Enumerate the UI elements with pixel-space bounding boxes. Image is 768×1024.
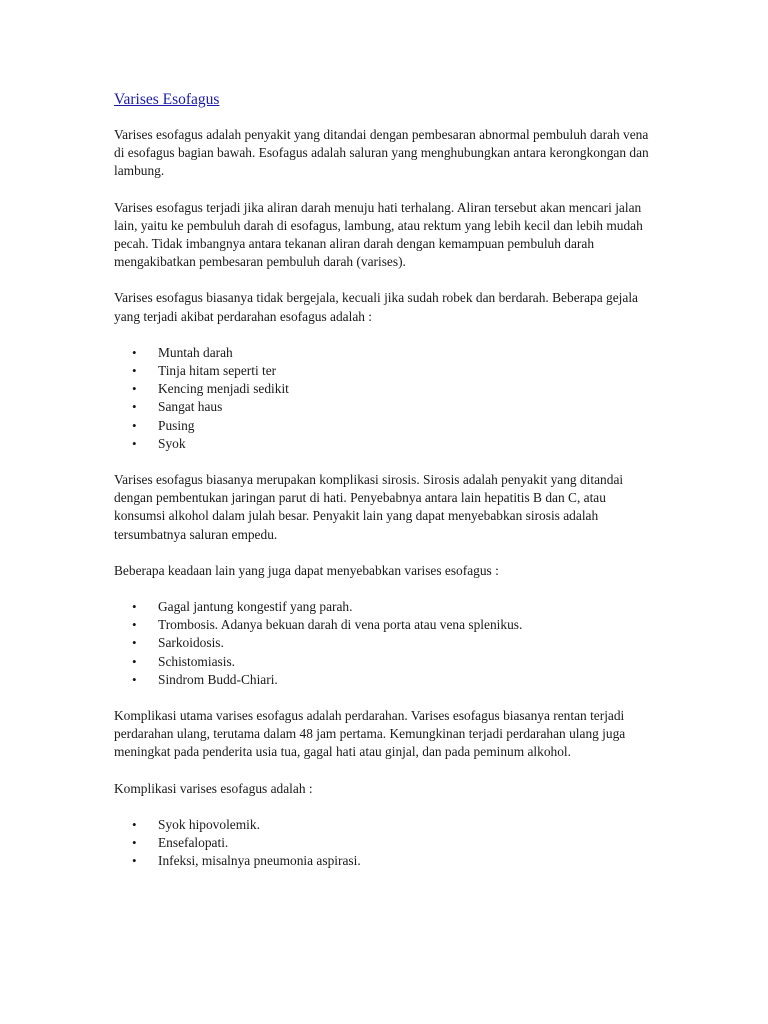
list-item: • Pusing bbox=[114, 417, 659, 435]
list-item: • Schistomiasis. bbox=[114, 653, 659, 671]
list-item: • Ensefalopati. bbox=[114, 834, 659, 852]
paragraph-definition: Varises esofagus adalah penyakit yang ditandai dengan pembesaran abnormal pembuluh darah vena di esofagus bagian bawah. Esofagus adalah saluran yang menghubungkan antara kerongkongan dan lambung. bbox=[114, 127, 649, 179]
paragraph-symptoms-intro: Varises esofagus biasanya tidak bergejala, kecuali jika sudah robek dan berdarah. Beberapa gejala yang terjadi akibat perdarahan esofagus adalah : bbox=[114, 290, 638, 324]
article-title-link[interactable]: Varises Esofagus bbox=[114, 91, 220, 108]
paragraph-complications-intro: Komplikasi varises esofagus adalah : bbox=[114, 780, 313, 796]
paragraph-other-causes-intro: Beberapa keadaan lain yang juga dapat menyebabkan varises esofagus : bbox=[114, 562, 499, 578]
symptoms-list bbox=[114, 344, 659, 453]
list-item: • Tinja hitam seperti ter bbox=[114, 362, 659, 380]
list-item: • Gagal jantung kongestif yang parah. bbox=[114, 598, 659, 616]
list-item: • Sarkoidosis. bbox=[114, 634, 659, 652]
list-item: • Infeksi, misalnya pneumonia aspirasi. bbox=[114, 852, 659, 870]
paragraph-main-complication: Komplikasi utama varises esofagus adalah perdarahan. Varises esofagus biasanya rentan terjadi perdarahan ulang, terutama dalam 48 jam pertama. Kemungkinan terjadi perdarahan ulang juga meningkat pada penderita usia tua, gagal hati atau ginjal, dan pada peminum alkohol. bbox=[114, 708, 626, 760]
list-item: • Kencing menjadi sedikit bbox=[114, 380, 659, 398]
paragraph-cirrosis: Varises esofagus biasanya merupakan komplikasi sirosis. Sirosis adalah penyakit yang ditandai dengan pembentukan jaringan parut di hati. Penyebabnya antara lain hepatitis B dan C, atau konsumsi alkohol dalam julah besar. Penyakit lain yang dapat menyebabkan sirosis adalah tersumbatnya saluran empedu. bbox=[114, 472, 624, 542]
paragraph-cause: Varises esofagus terjadi jika aliran darah menuju hati terhalang. Aliran tersebut akan mencari jalan lain, yaitu ke pembuluh darah di esofagus, lambung, atau rektum yang lebih kecil dan lebih mudah pecah. Tidak imbangnya antara tekanan aliran darah dengan kemampuan pembuluh darah mengakibatkan pembesaran pembuluh darah (varises). bbox=[114, 199, 643, 270]
list-item: • Trombosis. Adanya bekuan darah di vena porta atau vena splenikus. bbox=[114, 616, 659, 634]
list-item: • Syok bbox=[114, 435, 659, 453]
other-causes-list bbox=[114, 598, 659, 689]
list-item: • Sangat haus bbox=[114, 398, 659, 416]
list-item: • Sindrom Budd-Chiari. bbox=[114, 671, 659, 689]
list-item: • Muntah darah bbox=[114, 344, 659, 362]
complications-list bbox=[114, 816, 659, 871]
document-page bbox=[114, 90, 659, 889]
list-item: • Syok hipovolemik. bbox=[114, 816, 659, 834]
